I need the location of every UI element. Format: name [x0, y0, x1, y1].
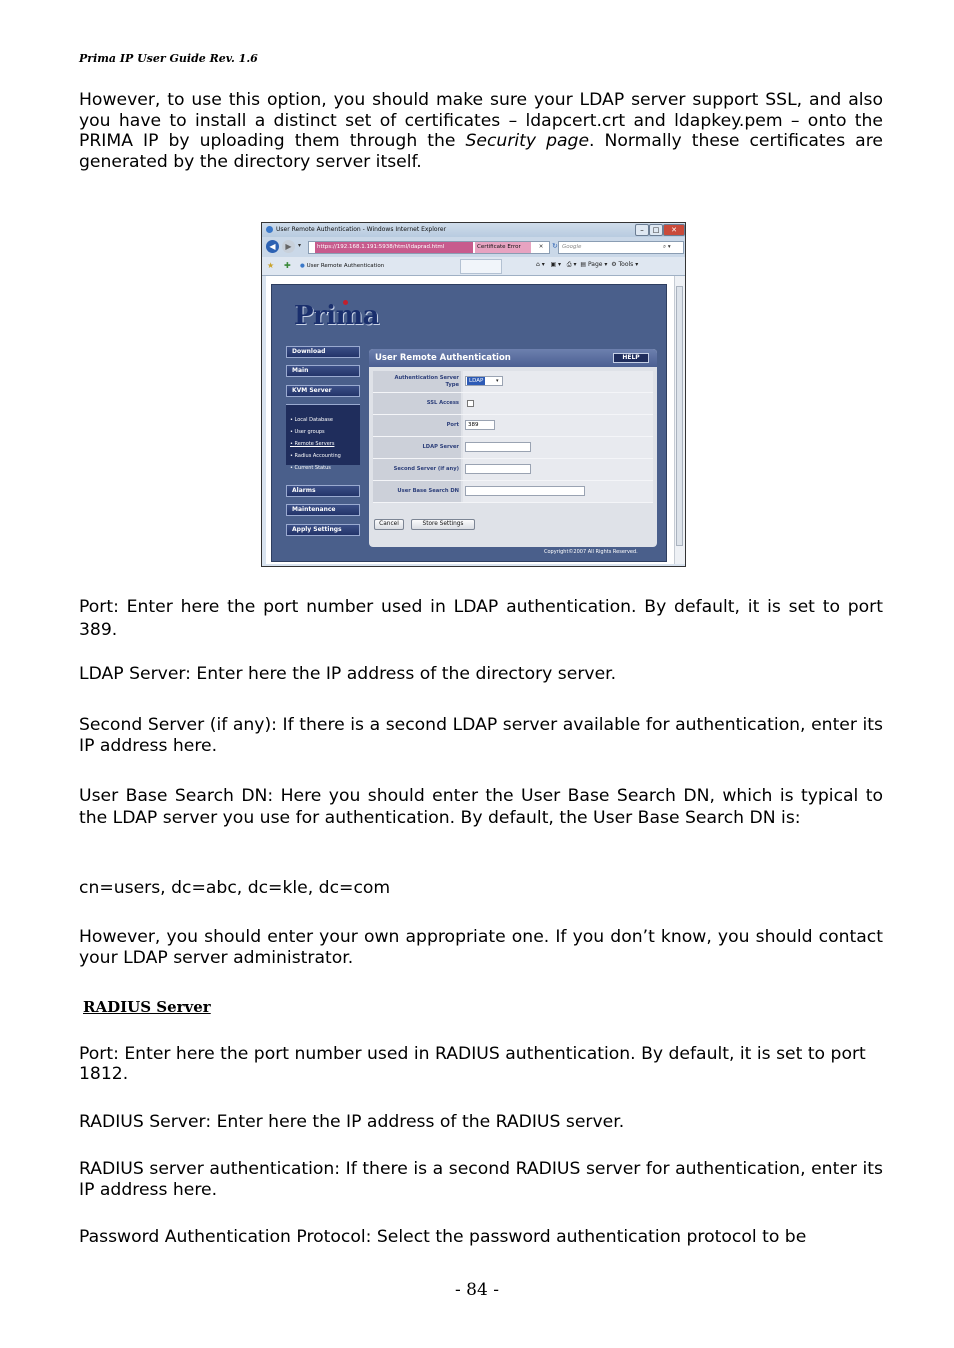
- add-favorite-icon[interactable]: ✚: [284, 261, 291, 270]
- window-titlebar: [262, 223, 685, 237]
- feeds-icon[interactable]: ▣ ▾: [550, 261, 562, 268]
- ssl-label: SSL Access: [373, 393, 461, 414]
- back-arrow-icon[interactable]: ◀: [266, 240, 279, 253]
- chevron-down-icon: ▾: [496, 378, 499, 384]
- radius-auth-paragraph: RADIUS server authentication: If there is a second RADIUS server for authentication, enter its IP address here.: [79, 1159, 883, 1200]
- base-dn-label: User Base Search DN: [373, 481, 461, 502]
- refresh-icon[interactable]: ↻: [552, 242, 558, 250]
- submenu-user-groups[interactable]: • User groups: [290, 429, 325, 435]
- prima-logo: Prima: [294, 301, 379, 331]
- submenu-remote-servers[interactable]: • Remote Servers: [290, 441, 335, 447]
- help-button[interactable]: HELP: [613, 353, 649, 363]
- forward-arrow-icon[interactable]: ▶: [282, 240, 295, 253]
- browser-viewport: [266, 276, 674, 564]
- auth-panel: [369, 349, 657, 547]
- tools-menu[interactable]: ⚙ Tools ▾: [611, 261, 639, 268]
- close-icon[interactable]: ✕: [663, 224, 685, 236]
- second-server-paragraph: Second Server (if any): If there is a second LDAP server available for authentication, enter its IP address here.: [79, 715, 883, 756]
- new-tab-button[interactable]: [460, 259, 502, 274]
- submenu-local-database[interactable]: • Local Database: [290, 417, 333, 423]
- maximize-icon[interactable]: □: [649, 224, 663, 236]
- panel-title: User Remote Authentication: [369, 349, 657, 367]
- browser-screenshot: [261, 222, 686, 567]
- menu-apply-settings[interactable]: Apply Settings: [286, 524, 360, 536]
- row-port: [373, 415, 653, 437]
- running-header: Prima IP User Guide Rev. 1.6: [79, 52, 258, 65]
- menu-kvm-server[interactable]: KVM Server: [286, 385, 360, 397]
- radius-server-paragraph: RADIUS Server: Enter here the IP address of the RADIUS server.: [79, 1112, 625, 1132]
- users-submenu: [286, 405, 360, 471]
- tab-ie-icon: ●: [300, 263, 307, 269]
- home-icon[interactable]: ⌂ ▾: [536, 261, 545, 268]
- menu-maintenance[interactable]: Maintenance: [286, 504, 360, 516]
- menu-main[interactable]: Main: [286, 365, 360, 377]
- tab-row: [262, 257, 685, 276]
- scrollbar-thumb[interactable]: [676, 286, 683, 546]
- ssl-checkbox[interactable]: [467, 400, 474, 407]
- vertical-scrollbar[interactable]: [674, 276, 685, 564]
- store-settings-button[interactable]: Store Settings: [411, 519, 475, 530]
- submenu-current-status[interactable]: • Current Status: [290, 465, 331, 471]
- address-url[interactable]: https://192.168.1.191:5938/html/ldaprad.html: [315, 242, 473, 253]
- command-bar: [536, 261, 638, 269]
- cancel-button[interactable]: Cancel: [374, 519, 404, 530]
- print-icon[interactable]: ⎙ ▾: [566, 261, 577, 268]
- menu-alarms[interactable]: Alarms: [286, 485, 360, 497]
- radius-section-title: RADIUS Server: [83, 998, 211, 1016]
- ldap-server-paragraph: LDAP Server: Enter here the IP address of the directory server.: [79, 664, 617, 684]
- copyright: Copyright©2007 All Rights Reserved.: [544, 549, 638, 555]
- submenu-radius-accounting[interactable]: • Radius Accounting: [290, 453, 341, 459]
- minimize-icon[interactable]: –: [635, 224, 649, 236]
- page-number: - 84 -: [455, 1280, 499, 1300]
- port-paragraph: Port: Enter here the port number used in LDAP authentication. By default, it is set to port 389.: [79, 597, 883, 640]
- active-tab[interactable]: [300, 259, 460, 273]
- security-page-emphasis: Security page: [465, 131, 590, 151]
- row-second-server: [373, 459, 653, 481]
- second-server-input[interactable]: [465, 464, 531, 474]
- address-row: [262, 237, 685, 257]
- tab-title: User Remote Authentication: [306, 263, 385, 269]
- row-ssl: [373, 393, 653, 415]
- certificate-error-badge[interactable]: Certificate Error: [475, 242, 531, 253]
- ie-icon: [266, 226, 273, 233]
- server-type-label: Authentication Server Type: [373, 371, 461, 392]
- ldap-server-input[interactable]: [465, 442, 531, 452]
- history-dropdown-icon[interactable]: ▾: [298, 242, 302, 249]
- favorites-star-icon[interactable]: ★: [267, 261, 275, 270]
- search-box[interactable]: [558, 241, 684, 254]
- user-base-paragraph: User Base Search DN: Here you should enter the User Base Search DN, which is typical to the LDAP server you use for authentication. By default, the User Base Search DN is:: [79, 786, 883, 828]
- pap-paragraph: Password Authentication Protocol: Select the password authentication protocol to be: [79, 1227, 807, 1247]
- address-close-icon[interactable]: ✕: [538, 244, 544, 250]
- intro-text-before: However, to use this option, you should make sure your LDAP server support SSL, and also you have to install a distinct set of certificates – ldapcert.crt and ldapkey.pem – onto the PRIMA IP by uploading them through the: [79, 90, 883, 151]
- port-label: Port: [373, 415, 461, 436]
- prima-app: [271, 284, 667, 562]
- row-ldap-server: [373, 437, 653, 459]
- page-menu[interactable]: ▤ Page ▾: [580, 261, 608, 268]
- second-server-label: Second Server (if any): [373, 459, 461, 480]
- dn-example: cn=users, dc=abc, dc=kle, dc=com: [79, 878, 391, 898]
- window-title: User Remote Authentication - Windows Internet Explorer: [276, 226, 447, 233]
- however-paragraph: However, you should enter your own appropriate one. If you don’t know, you should contact your LDAP server administrator.: [79, 927, 883, 968]
- server-type-select[interactable]: LDAP ▾: [465, 376, 503, 386]
- intro-paragraph: [79, 90, 883, 172]
- row-base-dn: [373, 481, 653, 503]
- search-icon[interactable]: ⌕ ▾: [663, 244, 671, 250]
- address-bar[interactable]: [308, 241, 550, 254]
- search-placeholder: Google: [562, 244, 582, 250]
- ldap-server-label: LDAP Server: [373, 437, 461, 458]
- base-dn-input[interactable]: [465, 486, 585, 496]
- intro-text-after: . Normally these certificates are generated by the directory server itself.: [79, 131, 883, 172]
- port-input[interactable]: 389: [465, 420, 495, 430]
- row-server-type: [373, 371, 653, 393]
- radius-port-paragraph: Port: Enter here the port number used in RADIUS authentication. By default, it is set to port 1812.: [79, 1044, 866, 1084]
- menu-download[interactable]: Download: [286, 346, 360, 358]
